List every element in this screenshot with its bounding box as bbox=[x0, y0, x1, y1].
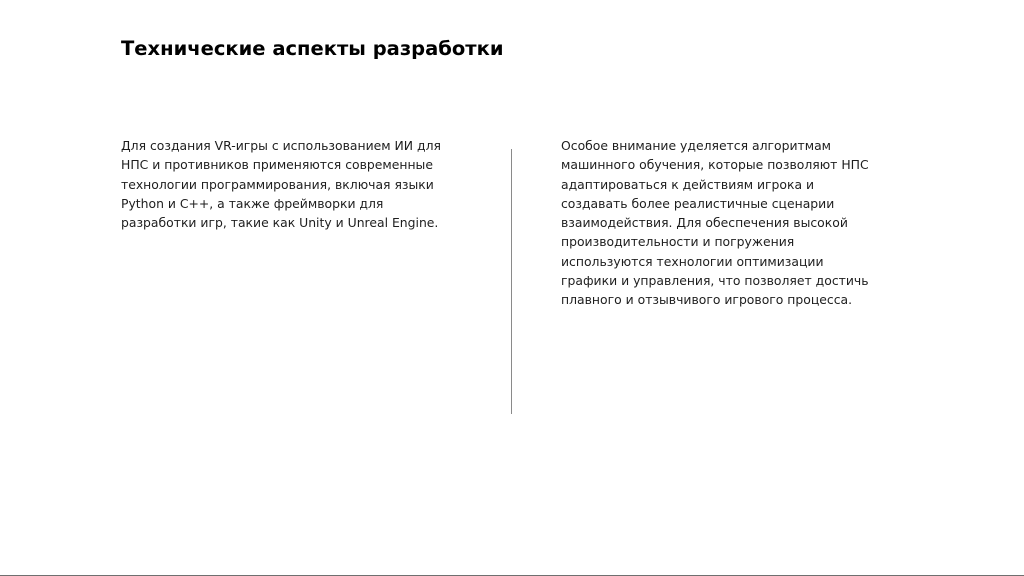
text-line: создавать более реалистичные сценарии bbox=[561, 195, 835, 211]
text-line: адаптироваться к действиям игрока и bbox=[561, 176, 815, 192]
text-line: НПС и противников применяются современные bbox=[121, 157, 433, 173]
right-text-column bbox=[561, 136, 896, 310]
text-line: используются технологии оптимизации bbox=[561, 253, 824, 269]
column-divider bbox=[511, 149, 512, 414]
text-line: графики и управления, что позволяет достичь bbox=[561, 273, 869, 289]
text-line: разработки игр, такие как Unity и Unreal Engine. bbox=[121, 215, 439, 231]
text-line: взаимодействия. Для обеспечения высокой bbox=[561, 215, 848, 231]
text-line: производительности и погружения bbox=[561, 234, 795, 250]
text-line: Python и C++, а также фреймворки для bbox=[121, 195, 384, 211]
text-line: технологии программирования, включая языки bbox=[121, 176, 434, 192]
left-text-column bbox=[121, 136, 466, 232]
slide-title: Технические аспекты разработки bbox=[121, 37, 504, 60]
text-line: плавного и отзывчивого игрового процесса. bbox=[561, 292, 853, 308]
text-line: Для создания VR-игры с использованием ИИ для bbox=[121, 138, 441, 153]
text-line: машинного обучения, которые позволяют НПС bbox=[561, 157, 869, 173]
text-line: Особое внимание уделяется алгоритмам bbox=[561, 138, 832, 153]
